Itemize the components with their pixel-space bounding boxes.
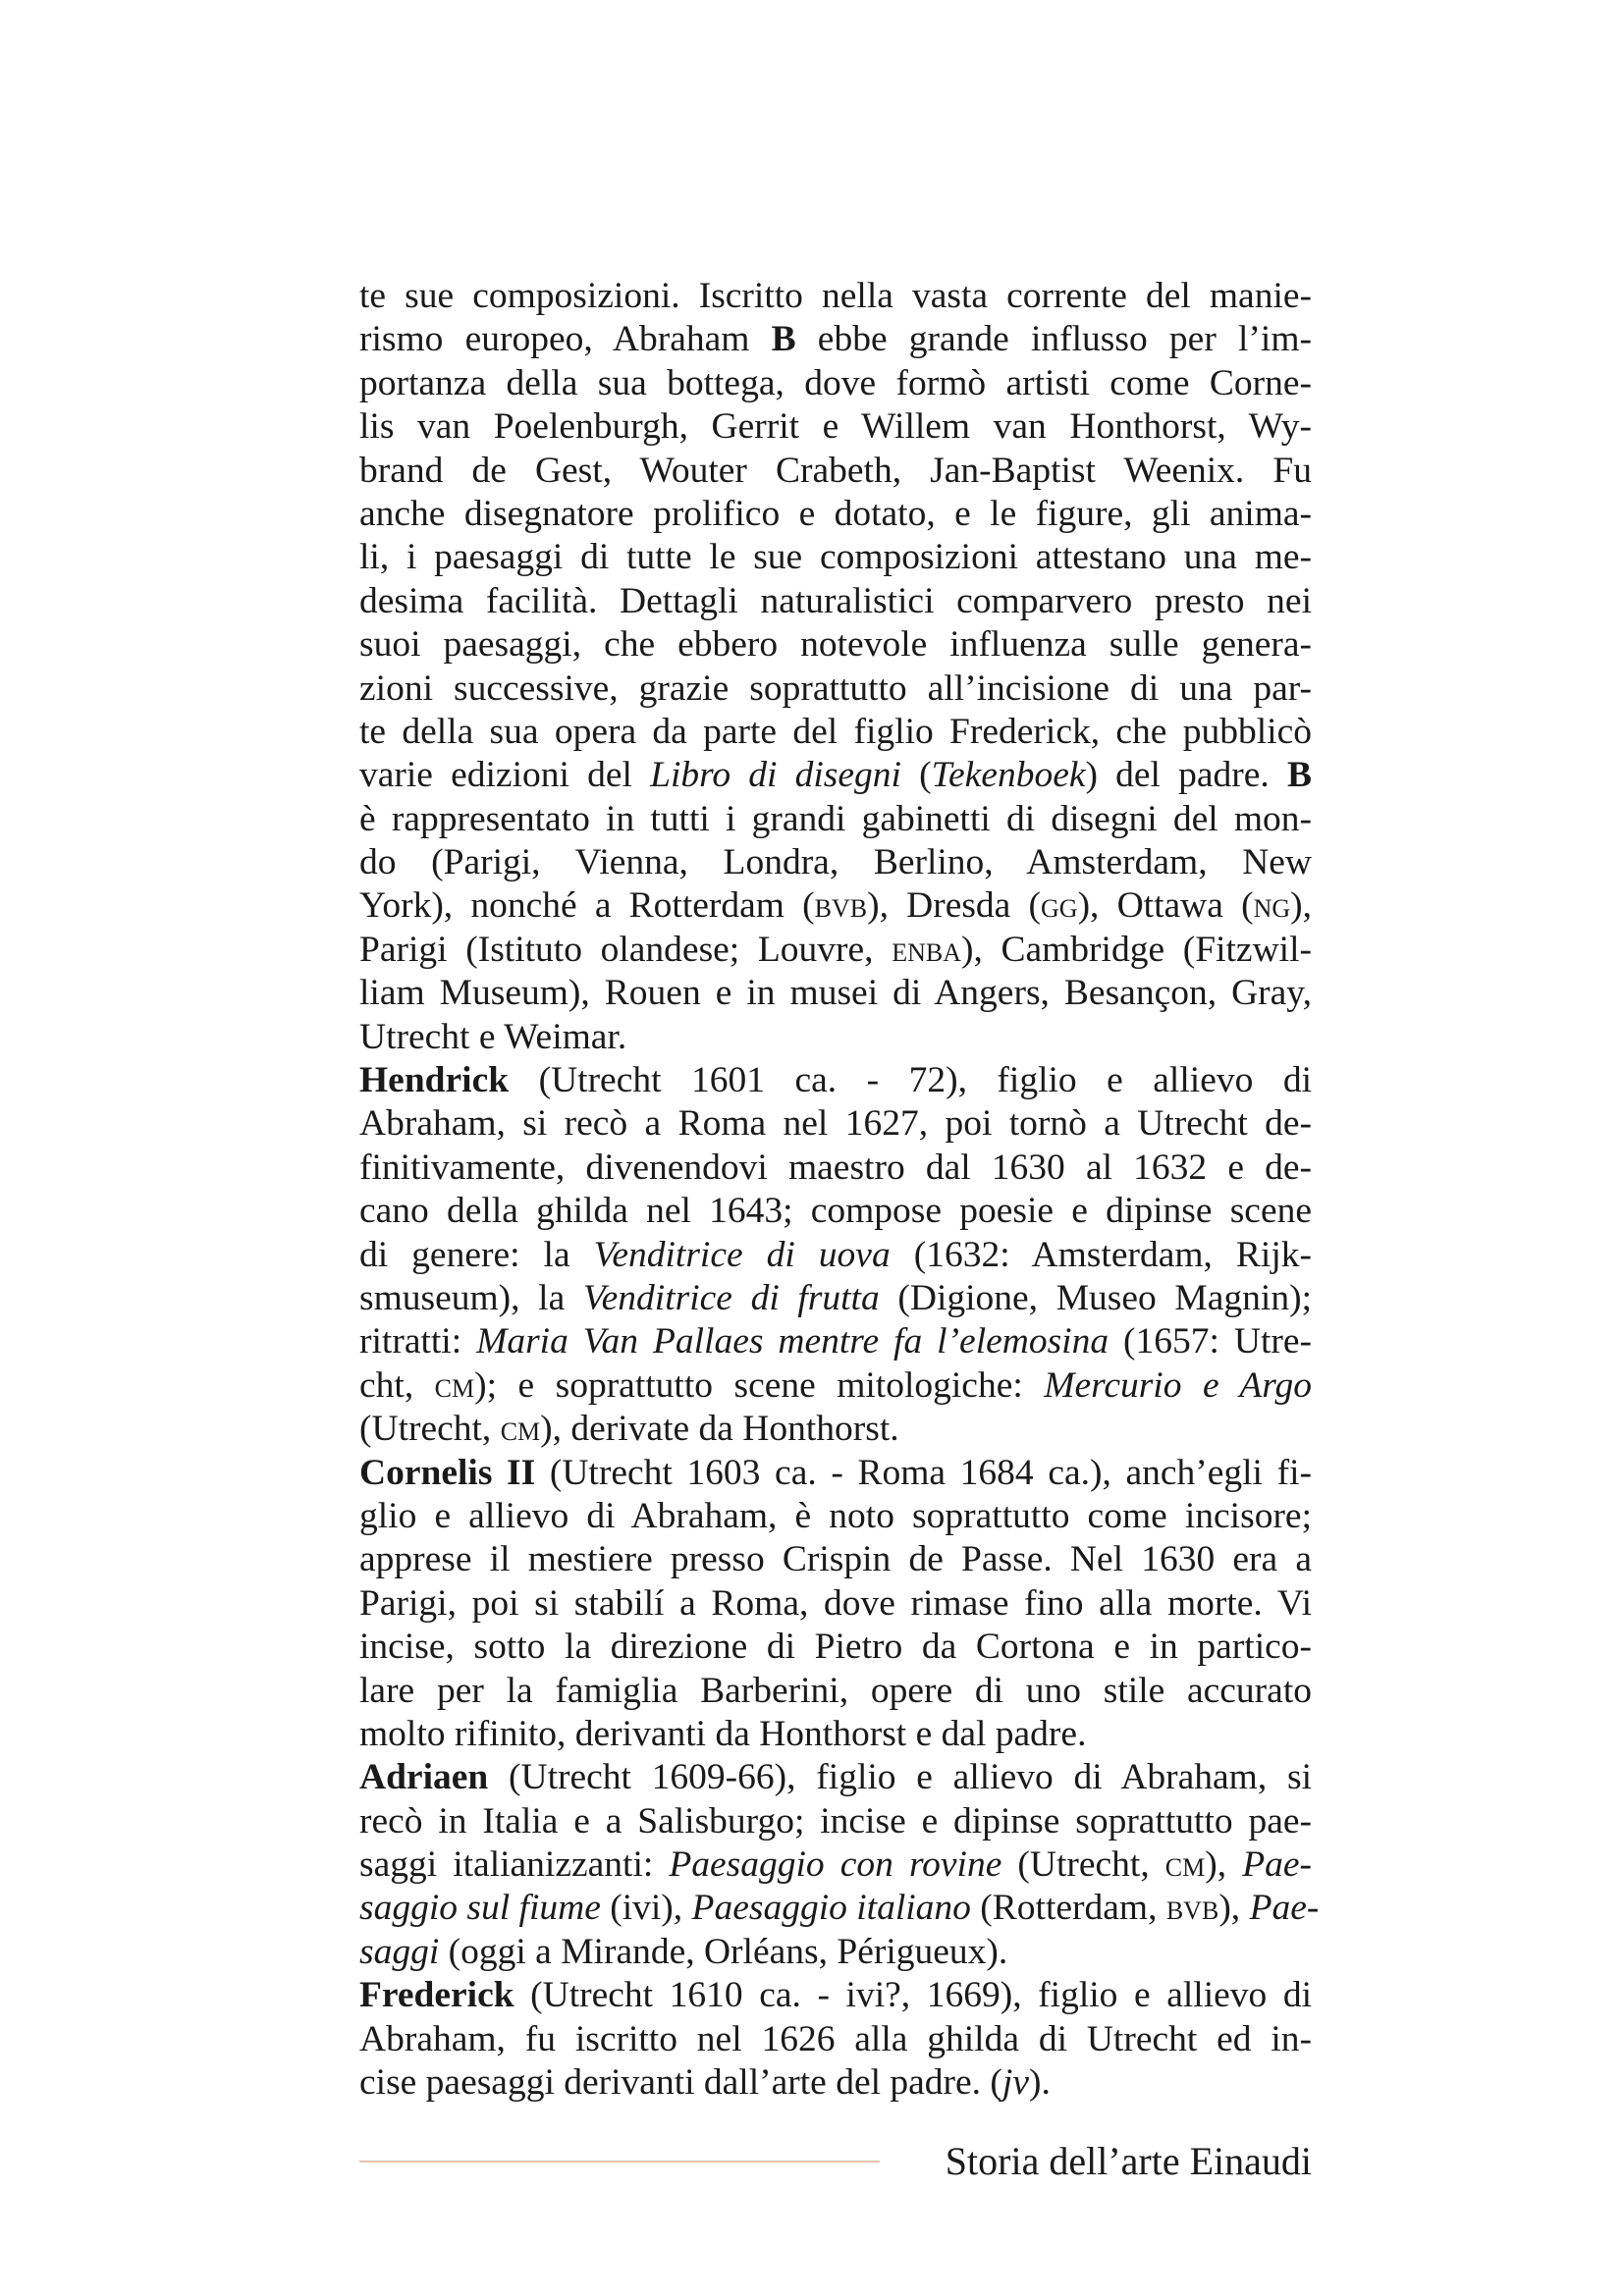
text-line bbox=[359, 1670, 1312, 1713]
text-line bbox=[359, 362, 1312, 405]
abbreviation: ng bbox=[1253, 885, 1291, 927]
text-line bbox=[359, 972, 1312, 1015]
text-line bbox=[359, 405, 1312, 449]
entry-heading: Hendrick bbox=[359, 1060, 510, 1101]
text-run: varie edizioni del bbox=[359, 755, 651, 796]
text-run: finitivamente, divenendovi maestro dal 1630 al 1632 e de- bbox=[359, 1147, 1312, 1188]
text-run: apprese il mestiere presso Crispin de Passe. Nel 1630 era a bbox=[359, 1539, 1312, 1580]
text-line bbox=[359, 1582, 1312, 1626]
text-line bbox=[359, 623, 1312, 667]
abbreviation: bvb bbox=[814, 885, 868, 927]
text-line bbox=[359, 1538, 1312, 1581]
text-run: Abraham, si recò a Roma nel 1627, poi tornò a Utrecht de- bbox=[359, 1103, 1312, 1145]
text-line bbox=[359, 798, 1312, 841]
italic-title: Venditrice di frutta bbox=[582, 1277, 880, 1318]
text-run: (1657: Utre- bbox=[1109, 1321, 1313, 1362]
text-run: di genere: la bbox=[359, 1234, 594, 1275]
text-line bbox=[359, 884, 1312, 928]
text-run: saggi italianizzanti: bbox=[359, 1844, 670, 1886]
text-run: incise, sotto la direzione di Pietro da Cortona e in partico- bbox=[359, 1627, 1312, 1668]
text-line bbox=[359, 1190, 1312, 1233]
text-line bbox=[359, 1800, 1312, 1843]
abbreviation: bvb bbox=[1165, 1888, 1219, 1929]
text-run: (Utrecht, bbox=[359, 1409, 501, 1450]
text-line bbox=[359, 1234, 1312, 1277]
text-line bbox=[359, 1059, 1312, 1102]
text-run: ), Cambridge (Fitzwil- bbox=[960, 929, 1312, 970]
text-run: York), nonché a Rotterdam ( bbox=[359, 885, 815, 927]
text-line bbox=[359, 2018, 1312, 2061]
text-run: ), bbox=[1290, 885, 1312, 927]
entry-heading: B bbox=[1286, 755, 1312, 796]
text-run: (Utrecht 1601 ca. - 72), figlio e allievo di bbox=[509, 1060, 1312, 1101]
text-run: brand de Gest, Wouter Crabeth, Jan-Baptist Weenix. Fu bbox=[359, 450, 1312, 491]
text-run: ), derivate da Honthorst. bbox=[540, 1409, 899, 1450]
entry-heading: B bbox=[771, 319, 796, 360]
text-line bbox=[359, 1756, 1312, 1799]
text-line bbox=[359, 1320, 1312, 1363]
italic-title: Mercurio e Argo bbox=[1044, 1364, 1312, 1406]
entry-heading: Frederick bbox=[359, 1975, 514, 2016]
text-run: (Utrecht 1609-66), figlio e allievo di Abraham, si bbox=[488, 1757, 1312, 1798]
text-run: (Rotterdam, bbox=[970, 1888, 1166, 1929]
text-run: molto rifinito, derivanti da Honthorst e dal padre. bbox=[359, 1713, 1087, 1754]
footer-title: Storia dell’arte Einaudi bbox=[945, 2139, 1312, 2183]
text-line bbox=[359, 1495, 1312, 1538]
text-line bbox=[359, 1408, 1312, 1451]
abbreviation: cm bbox=[1164, 1844, 1206, 1886]
text-run: Abraham, fu iscritto nel 1626 alla ghilda di Utrecht ed in- bbox=[359, 2018, 1312, 2059]
footer-rule bbox=[359, 2161, 880, 2163]
text-run: ebbe grande influsso per l’im- bbox=[795, 319, 1312, 360]
text-run: (ivi), bbox=[600, 1888, 692, 1929]
italic-title: Paesaggio italiano bbox=[691, 1888, 971, 1929]
text-line bbox=[359, 1452, 1312, 1495]
text-run: smuseum), la bbox=[359, 1277, 583, 1318]
abbreviation: cm bbox=[434, 1364, 475, 1406]
text-run: ( bbox=[900, 755, 932, 796]
text-line bbox=[359, 1843, 1312, 1887]
text-line bbox=[359, 841, 1312, 884]
text-run: Parigi (Istituto olandese; Louvre, bbox=[359, 929, 893, 970]
italic-title: saggi bbox=[359, 1931, 440, 1972]
text-run: cise paesaggi derivanti dall’arte del padre. ( bbox=[359, 2062, 1002, 2104]
text-run: Utrecht e Weimar. bbox=[359, 1016, 627, 1057]
text-line bbox=[359, 1364, 1312, 1408]
text-line bbox=[359, 711, 1312, 754]
text-run: è rappresentato in tutti i grandi gabinetti di disegni del mon- bbox=[359, 798, 1312, 839]
text-run: glio e allievo di Abraham, è noto soprattutto come incisore; bbox=[359, 1495, 1312, 1536]
text-line bbox=[359, 1147, 1312, 1190]
text-line bbox=[359, 493, 1312, 536]
text-line bbox=[359, 2061, 1312, 2105]
text-run: ), Dresda ( bbox=[867, 885, 1041, 927]
text-run: ), Ottawa ( bbox=[1077, 885, 1254, 927]
entry-heading: Adriaen bbox=[359, 1757, 489, 1798]
abbreviation: gg bbox=[1041, 885, 1078, 927]
text-line bbox=[359, 450, 1312, 493]
text-line bbox=[359, 1626, 1312, 1669]
text-run: ) del padre. bbox=[1085, 755, 1287, 796]
text-run: li, i paesaggi di tutte le sue composizioni attestano una me- bbox=[359, 537, 1312, 578]
text-run: lis van Poelenburgh, Gerrit e Willem van Honthorst, Wy- bbox=[359, 406, 1312, 448]
italic-title: Libro di disegni bbox=[650, 755, 901, 796]
text-line bbox=[359, 754, 1312, 797]
text-run: (Utrecht 1603 ca. - Roma 1684 ca.), anch’egli fi- bbox=[535, 1452, 1313, 1493]
text-line bbox=[359, 929, 1312, 972]
italic-title: Venditrice di uova bbox=[593, 1234, 891, 1275]
text-run: ritratti: bbox=[359, 1321, 477, 1362]
italic-title: jv bbox=[1001, 2062, 1029, 2104]
body-text bbox=[359, 275, 1320, 2105]
text-run: recò in Italia e a Salisburgo; incise e dipinse soprattutto pae- bbox=[359, 1800, 1312, 1842]
text-run: (1632: Amsterdam, Rijk- bbox=[890, 1234, 1312, 1275]
text-run: lare per la famiglia Barberini, opere di uno stile accurato bbox=[359, 1670, 1312, 1711]
text-run: te della sua opera da parte del figlio Frederick, che pubblicò bbox=[359, 711, 1312, 752]
text-run: anche disegnatore prolifico e dotato, e le figure, gli anima- bbox=[359, 493, 1312, 534]
text-run: Parigi, poi si stabilí a Roma, dove rimase fino alla morte. Vi bbox=[359, 1582, 1312, 1624]
italic-title: Pae- bbox=[1249, 1888, 1320, 1929]
abbreviation: cm bbox=[500, 1409, 541, 1450]
text-run: (oggi a Mirande, Orléans, Périgueux). bbox=[439, 1931, 1008, 1972]
italic-title: Pae- bbox=[1242, 1844, 1312, 1886]
italic-title: Tekenboek bbox=[931, 755, 1086, 796]
text-run: portanza della sua bottega, dove formò artisti come Corne- bbox=[359, 362, 1312, 403]
text-run: (Digione, Museo Magnin); bbox=[879, 1277, 1312, 1318]
abbreviation: enba bbox=[892, 929, 961, 970]
text-line bbox=[359, 1974, 1312, 2017]
text-run: ), bbox=[1218, 1888, 1250, 1929]
text-run: zioni successive, grazie soprattutto all’incisione di una par- bbox=[359, 667, 1312, 709]
text-run: ). bbox=[1028, 2062, 1051, 2104]
text-line bbox=[359, 1887, 1320, 1930]
text-run: do (Parigi, Vienna, Londra, Berlino, Amsterdam, New bbox=[359, 842, 1312, 883]
text-line bbox=[359, 580, 1312, 623]
text-run: ); e soprattutto scene mitologiche: bbox=[474, 1364, 1045, 1406]
text-line bbox=[359, 1931, 1312, 1974]
text-run: cht, bbox=[359, 1364, 435, 1406]
text-run: liam Museum), Rouen e in musei di Angers, Besançon, Gray, bbox=[359, 973, 1312, 1014]
text-line bbox=[359, 1102, 1312, 1146]
text-run: te sue composizioni. Iscritto nella vasta corrente del manie- bbox=[359, 276, 1312, 316]
entry-heading: Cornelis II bbox=[359, 1452, 536, 1493]
text-line bbox=[359, 275, 1312, 318]
text-run: cano della ghilda nel 1643; compose poesie e dipinse scene bbox=[359, 1191, 1312, 1232]
text-run: desima facilità. Dettagli naturalistici comparvero presto nei bbox=[359, 580, 1312, 621]
text-run: rismo europeo, Abraham bbox=[359, 319, 772, 360]
text-line bbox=[359, 1713, 1312, 1756]
text-line bbox=[359, 536, 1312, 579]
text-run: suoi paesaggi, che ebbero notevole influenza sulle genera- bbox=[359, 624, 1312, 666]
text-line bbox=[359, 1016, 1312, 1059]
text-run: (Utrecht 1610 ca. - ivi?, 1669), figlio e allievo di bbox=[514, 1975, 1312, 2016]
text-line bbox=[359, 667, 1312, 711]
text-line bbox=[359, 318, 1312, 361]
italic-title: saggio sul fiume bbox=[359, 1888, 601, 1929]
text-run: ), bbox=[1205, 1844, 1243, 1886]
italic-title: Paesaggio con rovine bbox=[669, 1844, 1002, 1886]
italic-title: Maria Van Pallaes mentre fa l’elemosina bbox=[476, 1321, 1109, 1362]
text-line bbox=[359, 1277, 1312, 1320]
text-run: (Utrecht, bbox=[1001, 1844, 1165, 1886]
